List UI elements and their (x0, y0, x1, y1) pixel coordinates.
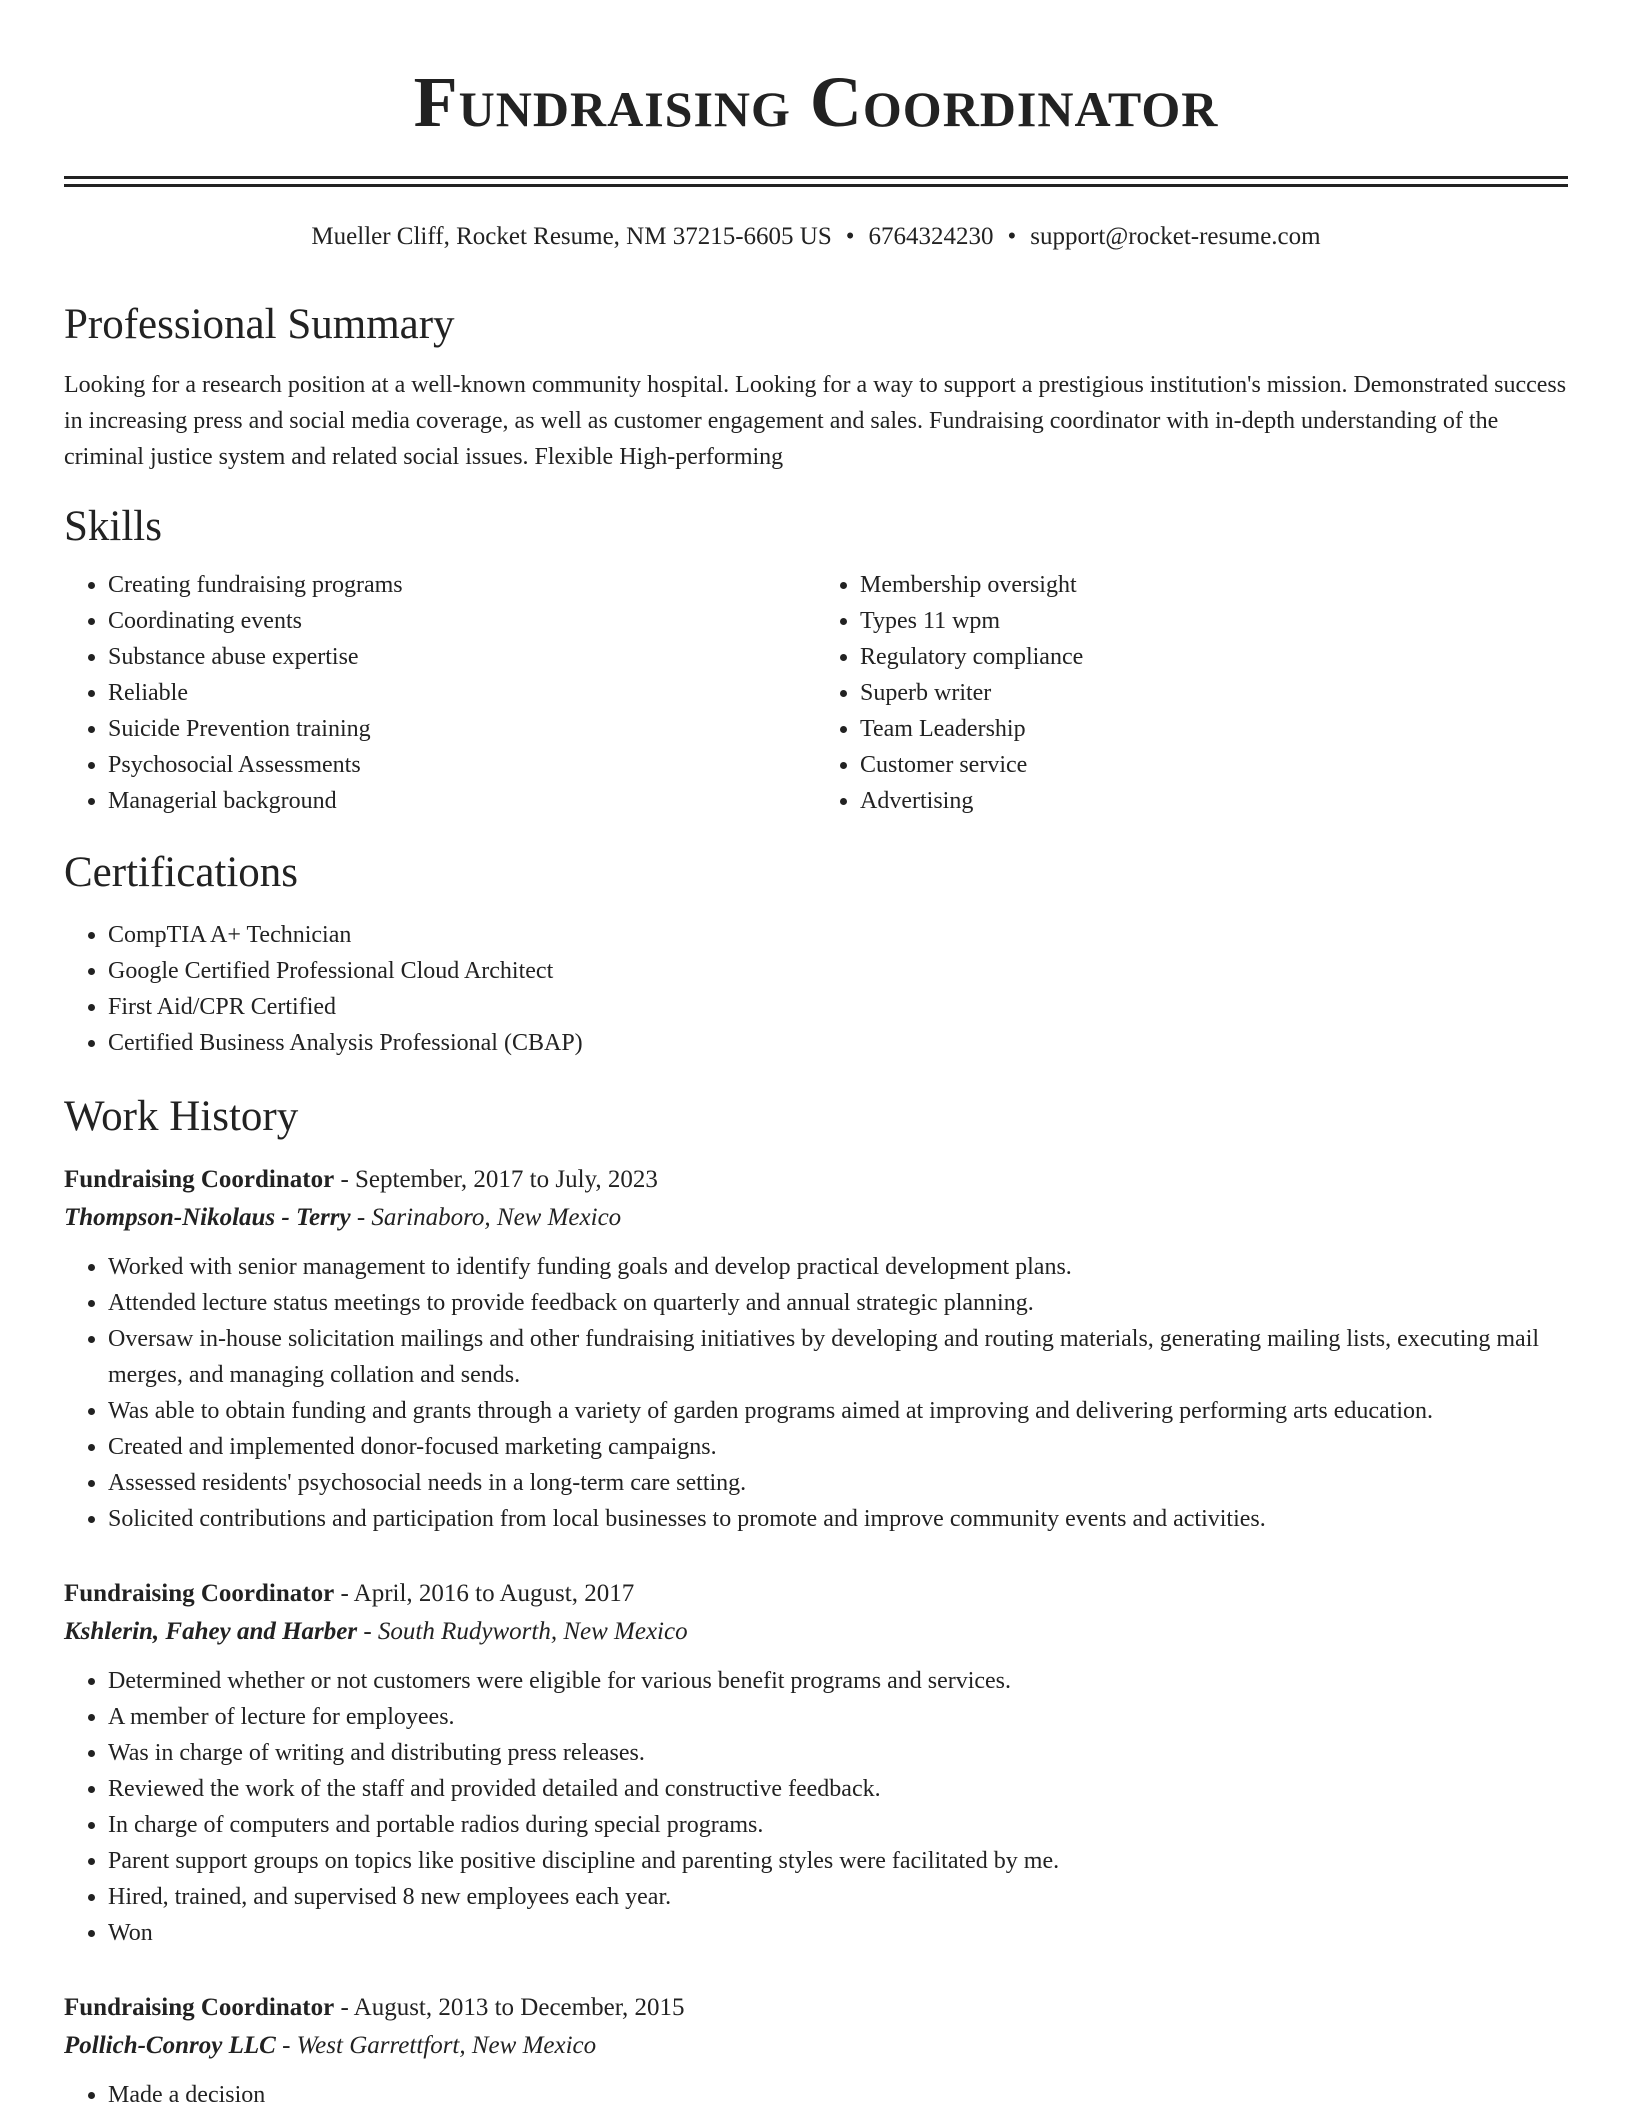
job-bullet-list (64, 2077, 1568, 2113)
skill-item: • Managerial background (108, 783, 816, 819)
job-dates: - September, 2017 to July, 2023 (334, 1166, 658, 1193)
skills-right-list (816, 567, 1568, 819)
job-company-line (64, 2027, 1568, 2065)
job-company: Pollich-Conroy LLC (64, 2032, 276, 2059)
certification-item: • Certified Business Analysis Professional (CBAP) (108, 1025, 1568, 1061)
skill-item: • Creating fundraising programs (108, 567, 816, 603)
job-bullet: • Determined whether or not customers were eligible for various benefit programs and services. (108, 1663, 1568, 1699)
work-history-heading: Work History (64, 1093, 299, 1140)
contact-address: Mueller Cliff, Rocket Resume, NM 37215-6605 US (311, 223, 832, 250)
job-company: Thompson-Nikolaus - Terry (64, 1204, 351, 1231)
certifications-heading: Certifications (64, 849, 299, 896)
resume-title: Fundraising Coordinator (413, 62, 1219, 142)
job-bullet: • Worked with senior management to identify funding goals and develop practical development plans. (108, 1249, 1568, 1285)
skills-left-list (64, 567, 816, 819)
job-title: Fundraising Coordinator (64, 1994, 335, 2021)
job-bullet: • Won (108, 1915, 1568, 1951)
job-bullet: • In charge of computers and portable radios during special programs. (108, 1807, 1568, 1843)
skill-item: • Types 11 wpm (860, 603, 1568, 639)
skill-item: • Superb writer (860, 675, 1568, 711)
summary-text: Looking for a research position at a well-known community hospital. Looking for a way to support a prestigious institution's mission. Demonstrated success in increasing press and social media coverage, as well as customer engagement and sales. Fundraising coordinator with in-depth understanding of the criminal justice system and related social issues. Flexible High-performing (64, 372, 1567, 470)
job-entry (64, 1575, 1568, 1951)
job-title-line (64, 1989, 1568, 2027)
job-company-line (64, 1613, 1568, 1651)
job-company-line (64, 1199, 1568, 1237)
job-entry (64, 1161, 1568, 1537)
job-location: - West Garrettfort, New Mexico (275, 2032, 597, 2059)
job-bullet: • Oversaw in-house solicitation mailings and other fundraising initiatives by developing and routing materials, generating mailing lists, executing mail merges, and managing collation and sends. (108, 1321, 1568, 1393)
skill-item: • Substance abuse expertise (108, 639, 816, 675)
contact-separator: • (1007, 223, 1017, 250)
skill-item: • Suicide Prevention training (108, 711, 816, 747)
job-bullet: • Was in charge of writing and distributing press releases. (108, 1735, 1568, 1771)
skills-section (64, 501, 1568, 819)
header-divider (64, 176, 1568, 187)
job-bullet: • A member of lecture for employees. (108, 1699, 1568, 1735)
job-title-line (64, 1161, 1568, 1199)
certifications-list (64, 917, 1568, 1061)
job-title-line (64, 1575, 1568, 1613)
job-title: Fundraising Coordinator (64, 1166, 335, 1193)
job-title: Fundraising Coordinator (64, 1580, 335, 1607)
skill-item: • Advertising (860, 783, 1568, 819)
skills-columns (64, 567, 1568, 819)
job-bullet: • Reviewed the work of the staff and provided detailed and constructive feedback. (108, 1771, 1568, 1807)
certification-item: • Google Certified Professional Cloud Architect (108, 953, 1568, 989)
job-dates: - April, 2016 to August, 2017 (334, 1580, 635, 1607)
contact-email: support@rocket-resume.com (1030, 223, 1321, 250)
skill-item: • Regulatory compliance (860, 639, 1568, 675)
summary-section (64, 299, 1568, 475)
job-bullet: • Parent support groups on topics like positive discipline and parenting styles were facilitated by me. (108, 1843, 1568, 1879)
job-bullet: • Created and implemented donor-focused marketing campaigns. (108, 1429, 1568, 1465)
certification-item: • First Aid/CPR Certified (108, 989, 1568, 1025)
job-company: Kshlerin, Fahey and Harber (64, 1618, 358, 1645)
skill-item: • Customer service (860, 747, 1568, 783)
contact-phone: 6764324230 (868, 223, 994, 250)
job-location: - South Rudyworth, New Mexico (357, 1618, 688, 1645)
job-bullet-list (64, 1663, 1568, 1951)
certifications-section (64, 847, 1568, 1061)
skill-item: • Membership oversight (860, 567, 1568, 603)
certification-item: • CompTIA A+ Technician (108, 917, 1568, 953)
skills-heading: Skills (64, 503, 162, 550)
job-bullet: • Solicited contributions and participation from local businesses to promote and improve community events and activities. (108, 1501, 1568, 1537)
job-bullet-list (64, 1249, 1568, 1537)
summary-heading: Professional Summary (64, 301, 455, 348)
job-location: - Sarinaboro, New Mexico (350, 1204, 622, 1231)
job-bullet: • Was able to obtain funding and grants through a variety of garden programs aimed at improving and delivering performing arts education. (108, 1393, 1568, 1429)
job-dates: - August, 2013 to December, 2015 (334, 1994, 685, 2021)
skill-item: • Reliable (108, 675, 816, 711)
job-bullet: • Made a decision (108, 2077, 1568, 2113)
job-bullet: • Assessed residents' psychosocial needs in a long-term care setting. (108, 1465, 1568, 1501)
skill-item: • Team Leadership (860, 711, 1568, 747)
contact-line (64, 221, 1568, 253)
contact-separator: • (845, 223, 855, 250)
job-bullet: • Hired, trained, and supervised 8 new employees each year. (108, 1879, 1568, 1915)
skill-item: • Psychosocial Assessments (108, 747, 816, 783)
job-entry (64, 1989, 1568, 2113)
job-bullet: • Attended lecture status meetings to provide feedback on quarterly and annual strategic planning. (108, 1285, 1568, 1321)
skill-item: • Coordinating events (108, 603, 816, 639)
work-history-section (64, 1091, 1568, 2113)
